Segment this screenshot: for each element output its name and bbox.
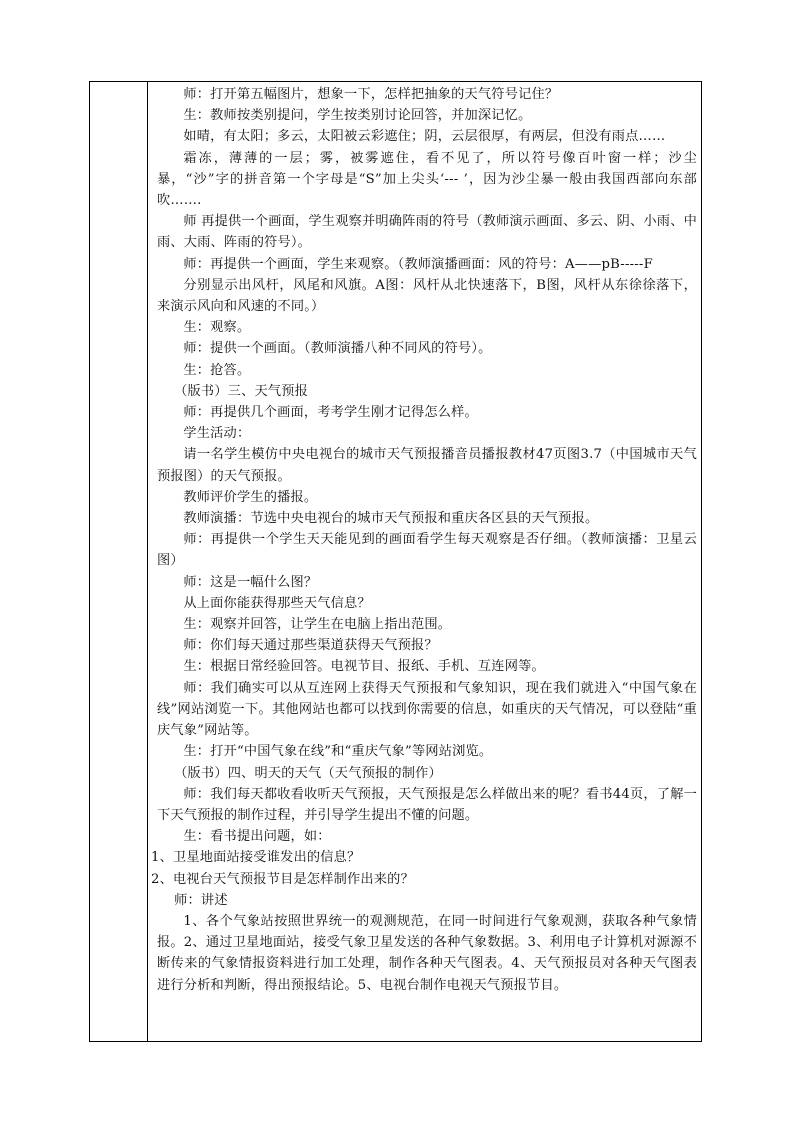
paragraph: 师：再提供几个画面，考考学生刚才记得怎么样。: [183, 405, 478, 421]
paragraph: 生：看书提出问题，如：: [183, 829, 331, 845]
paragraph: 师：再提供一个学生天天能见到的画面看学生每天观察是否仔细。（教师演播：卫星云图）: [157, 532, 697, 569]
paragraph: 如晴，有太阳；多云，太阳被云彩遮住；阴，云层很厚，有两层，但没有雨点……: [183, 129, 666, 145]
list-item: 1、卫星地面站接受谁发出的信息？: [151, 850, 361, 866]
paragraph: 师：这是一幅什么图？: [183, 574, 318, 590]
paragraph: 师：打开第五幅图片，想象一下，怎样把抽象的天气符号记住？: [183, 87, 559, 102]
paragraph: 师：再提供一个画面，学生来观察。（教师演播画面：风的符号：A——pB-----F: [183, 256, 653, 272]
paragraph: 师：我们确实可以从互连网上获得天气预报和气象知识，现在我们就进入“中国气象在线”网站浏览一下。其他网站也都可以找到你需要的信息，如重庆的天气情况，可以登陆“重庆气象”网站等。: [157, 680, 697, 739]
paragraph: 分别显示出风杆，风尾和风旗。A图：风杆从北快速落下，B图，风杆从东徐徐落下，来演示风向和风速的不同。）: [157, 277, 697, 315]
paragraph: 学生活动：: [183, 426, 251, 442]
paragraph: 师：你们每天通过那些渠道获得天气预报？: [183, 638, 438, 654]
paragraph: 霜冻，薄薄的一层；雾，被雾遮住，看不见了，所以符号像百叶窗一样；沙尘暴，“沙”字的拼音第一个字母是“S”加上尖头‘--- ’，因为沙尘暴一般由我国西部向东部吹…….: [157, 150, 697, 209]
paragraph: 师：讲述: [174, 892, 228, 908]
paragraph: 生：观察。: [183, 320, 251, 336]
paragraph: 教师评价学生的播报。: [183, 489, 318, 505]
paragraph: 师：提供一个画面。（教师演播八种不同风的符号）。: [183, 341, 492, 357]
paragraph: 1、各个气象站按照世界统一的观测规范，在同一时间进行气象观测，获取各种气象情报。2、通过卫星地面站，接受气象卫星发送的各种气象数据。3、利用电子计算机对源源不断传来的气象情报资料进行加工处理，制作各种天气图表。4、天气预报员对各种天气图表进行分析和判断，得出预报结论。5、电视台制作电视天气预报节目。: [157, 913, 697, 993]
paragraph: 请一名学生模仿中央电视台的城市天气预报播音员播报教材47页图3.7（中国城市天气预报图）的天气预报。: [157, 447, 697, 484]
lesson-content-cell: [151, 84, 697, 996]
paragraph: 生：打开“中国气象在线”和“重庆气象”等网站浏览。: [183, 744, 493, 760]
paragraph: 生：抢答。: [183, 362, 251, 378]
paragraph: 师：我们每天都收看收听天气预报，天气预报是怎么样做出来的呢？看书44页，了解一下天气预报的制作过程，并引导学生提出不懂的问题。: [157, 786, 697, 823]
paragraph: 生：观察并回答，让学生在电脑上指出范围。: [183, 617, 452, 633]
paragraph: 从上面你能获得那些天气信息？: [183, 595, 371, 611]
section-heading: （版书）三、天气预报: [174, 383, 309, 399]
paragraph: 师 再提供一个画面，学生观察并明确阵雨的符号（教师演示画面、多云、阴、小雨、中雨、大雨、阵雨的符号）。: [157, 214, 697, 251]
paragraph: 生：教师按类别提问，学生按类别讨论回答，并加深记忆。: [183, 108, 532, 124]
list-item: 2、电视台天气预报节目是怎样制作出来的？: [151, 871, 414, 887]
section-heading: （版书）四、明天的天气（天气预报的制作）: [174, 765, 442, 781]
table-column-divider: [147, 81, 148, 1042]
paragraph: 生：根据日常经验回答。电视节目、报纸、手机、互连网等。: [183, 659, 545, 675]
paragraph: 教师演播：节选中央电视台的城市天气预报和重庆各区县的天气预报。: [183, 511, 599, 527]
